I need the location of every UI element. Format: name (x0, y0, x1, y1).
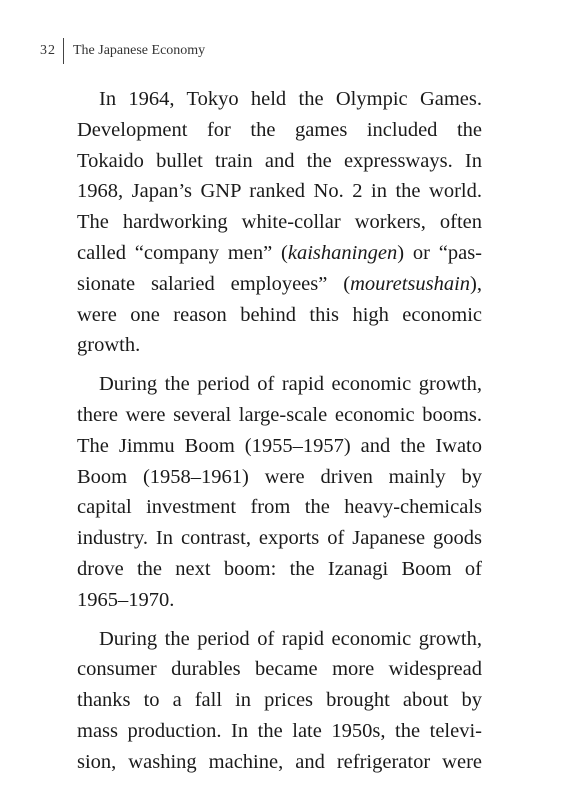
text-line: mass production. In the late 1950s, the televi- (77, 719, 482, 742)
page-number: 32 (40, 43, 56, 58)
text-line: thanks to a fall in prices brought about by (77, 689, 482, 712)
text-line: capital investment from the heavy-chemicals (77, 496, 482, 519)
running-title: The Japanese Economy (73, 43, 206, 58)
text-line: The hardworking white-collar workers, often (77, 211, 482, 234)
text-line: 1968, Japan’s GNP ranked No. 2 in the world. (77, 180, 482, 203)
text-line: industry. In contrast, exports of Japanese goods (77, 527, 482, 550)
text-line: drove the next boom: the Izanagi Boom of (77, 557, 482, 580)
header-divider (63, 38, 64, 64)
text-line: Development for the games included the (77, 118, 482, 141)
text-line: Tokaido bullet train and the expressways. In (77, 149, 482, 172)
text-line: In 1964, Tokyo held the Olympic Games. (99, 88, 482, 110)
paragraph-2 (77, 369, 482, 615)
text-line: sionate salaried employees” (mouretsushain), (77, 272, 482, 295)
text-line: consumer durables became more widespread (77, 658, 482, 681)
text-line: 1965–1970. (77, 588, 175, 611)
text-line: there were several large-scale economic booms. (77, 403, 482, 426)
text-line: sion, washing machine, and refrigerator were (77, 750, 482, 773)
paragraph-1 (77, 84, 482, 361)
text-line: Boom (1958–1961) were driven mainly by (77, 465, 482, 488)
paragraph-3 (77, 624, 482, 778)
text-line: called “company men” (kaishaningen) or “pas- (77, 241, 483, 264)
page-header (40, 40, 205, 62)
text-line: growth. (77, 334, 141, 357)
text-line: During the period of rapid economic growth, (99, 373, 482, 396)
text-line: were one reason behind this high economic (77, 303, 482, 326)
text-line: The Jimmu Boom (1955–1957) and the Iwato (77, 434, 482, 457)
body-text (77, 84, 482, 786)
text-line: During the period of rapid economic growth, (99, 627, 482, 650)
